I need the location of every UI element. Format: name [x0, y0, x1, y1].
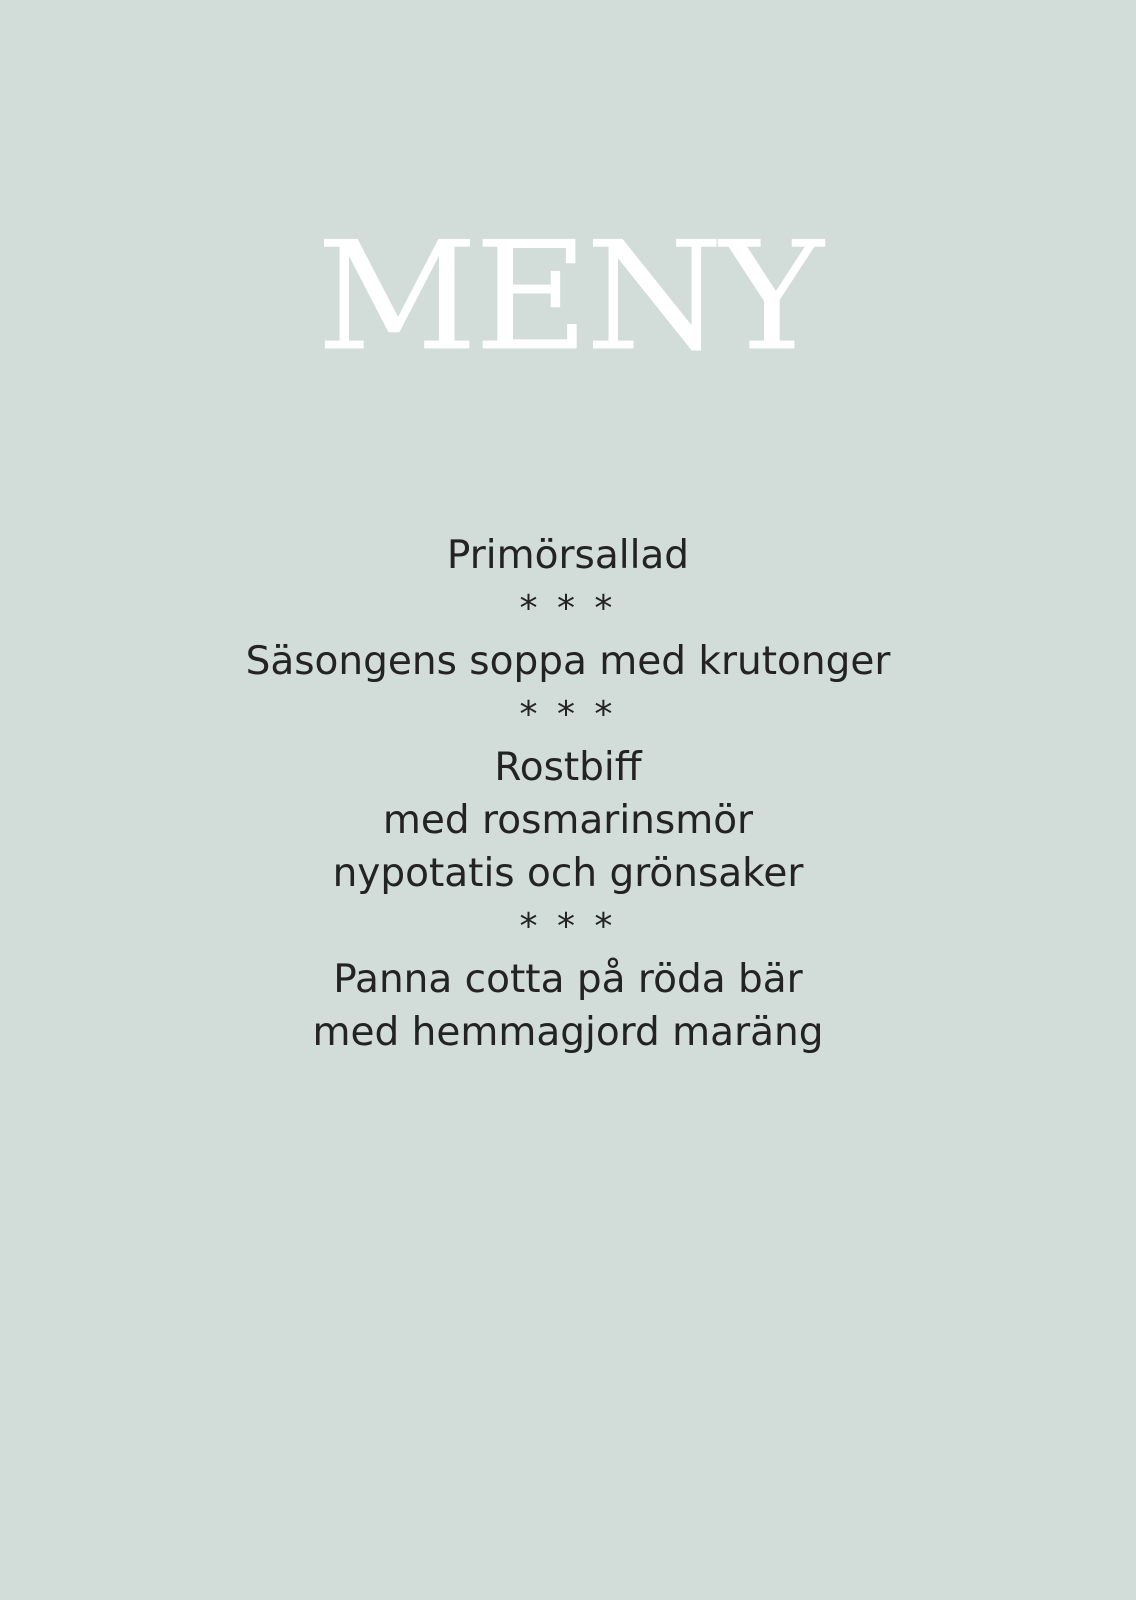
course-main-line-3: nypotatis och grönsaker: [332, 851, 804, 896]
course-separator: * * *: [519, 906, 617, 947]
course-dessert-line-2: med hemmagjord maräng: [312, 1010, 824, 1055]
menu-list: [0, 529, 1136, 1059]
course-main-line-2: med rosmarinsmör: [382, 798, 754, 843]
course-separator: * * *: [519, 694, 617, 735]
menu-title: MENY: [316, 209, 820, 385]
course-main-line-1: Rostbiff: [494, 745, 642, 790]
course-dessert-line-1: Panna cotta på röda bär: [333, 957, 803, 1002]
course-starter: Primörsallad: [446, 533, 690, 578]
course-separator: * * *: [519, 588, 617, 629]
course-soup: Säsongens soppa med krutonger: [245, 639, 891, 684]
